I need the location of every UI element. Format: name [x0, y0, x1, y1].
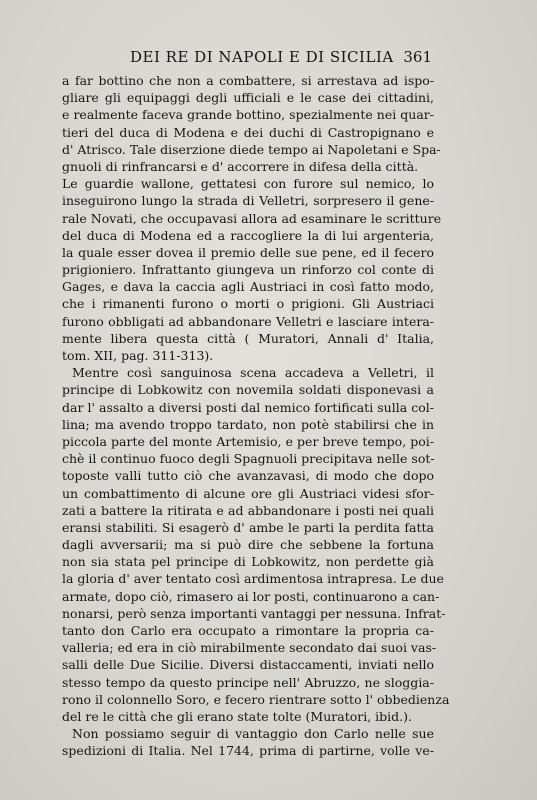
text-line: gliare gli equipaggi degli ufficiali e le case dei cittadini,: [62, 90, 434, 106]
text-line: rale Novati, che occupavasi allora ad esaminare le scritture: [62, 210, 442, 226]
text-line: Non possiamo seguir di vantaggio don Carlo nelle sue: [72, 726, 434, 742]
text-line: Mentre così sanguinosa scena accadeva a Velletri, il: [72, 365, 434, 381]
text-line: un combattimento di alcune ore gli Austriaci videsi sfor-: [62, 485, 434, 501]
text-line: principe di Lobkowitz con novemila soldati disponevasi a: [62, 382, 434, 398]
text-line: nonarsi, però senza importanti vantaggi per nessuna. Infrat-: [62, 605, 446, 621]
text-line: piccola parte del monte Artemisio, e per breve tempo, poi-: [62, 433, 434, 449]
text-line: spedizioni di Italia. Nel 1744, prima di partirne, volle ve-: [62, 743, 434, 759]
text-line: tanto don Carlo era occupato a rimontare la propria ca-: [62, 623, 434, 638]
text-line: non sia stata pel principe di Lobkowitz, non perdette già: [62, 554, 434, 570]
text-line: inseguirono lungo la strada di Velletri, sorpresero il gene-: [62, 193, 434, 209]
text-line: eransi stabiliti. Si esagerò d' ambe le parti la perdita fatta: [62, 519, 434, 535]
text-line: e realmente faceva grande bottino, spezialmente nei quar-: [62, 107, 434, 123]
text-line: rono il colonnello Soro, e fecero rientrare sotto l' obbedienza: [62, 691, 450, 707]
text-line: la gloria d' aver tentato così ardimentosa intrapresa. Le due: [62, 571, 444, 587]
text-line: salli delle Due Sicilie. Diversi distaccamenti, inviati nello: [62, 657, 434, 673]
text-line: d' Atrisco. Tale diserzione diede tempo ai Napoletani e Spa-: [62, 141, 441, 157]
text-line: del re le città che gli erano state tolte (Muratori, ibid.).: [62, 708, 412, 724]
page-number: 361: [403, 48, 432, 66]
text-line: prigioniero. Infrattanto giungeva un rinforzo col conte di: [62, 262, 434, 278]
text-line: Le guardie wallone, gettatesi con furore sul nemico, lo: [62, 176, 434, 192]
text-line: che i rimanenti furono o morti o prigioni. Gli Austriaci: [62, 296, 434, 312]
text-line: dagli avversarii; ma si può dire che sebbene la fortuna: [62, 537, 434, 553]
text-line: tieri del duca di Modena e dei duchi di Castropignano e: [62, 124, 434, 140]
text-line: toposte valli tutto ciò che avanzavasi, di modo che dopo: [62, 468, 434, 484]
text-line: la quale esser dovea il premio delle sue pene, ed il fecero: [62, 244, 434, 260]
text-line: mente libera questa città ( Muratori, Annali d' Italia,: [62, 330, 434, 346]
text-line: armate, dopo ciò, rimasero ai lor posti, continuarono a can-: [62, 588, 440, 604]
text-line: gnuoli di rinfrancarsi e d' accorrere in difesa della città.: [62, 158, 419, 174]
text-line: zati a battere la ritirata e ad abbandonare i posti nei quali: [62, 502, 434, 518]
text-line: del duca di Modena ed a raccogliere la di lui argenteria,: [62, 227, 434, 243]
text-line: Gages, e dava la caccia agli Austriaci in così fatto modo,: [62, 279, 434, 295]
body-text: [62, 72, 450, 760]
text-line: valleria; ed era in ciò mirabilmente secondato dai suoi vas-: [62, 640, 437, 656]
text-line: tom. XII, pag. 311-313).: [62, 348, 214, 363]
text-line: a far bottino che non a combattere, si arrestava ad ispo-: [62, 73, 434, 88]
text-line: lina; ma avendo troppo tardato, non potè stabilirsi che in: [62, 416, 434, 432]
running-title: DEI RE DI NAPOLI E DI SICILIA: [130, 48, 394, 66]
text-line: dar l' assalto a diversi posti dal nemico fortificati sulla col-: [62, 399, 434, 415]
text-line: chè il continuo fuoco degli Spagnuoli precipitava nelle sot-: [62, 451, 435, 467]
text-line: furono obbligati ad abbandonare Velletri e lasciare intera-: [62, 313, 434, 329]
text-line: stesso tempo da questo principe nell' Abruzzo, ne sloggia-: [62, 674, 434, 690]
